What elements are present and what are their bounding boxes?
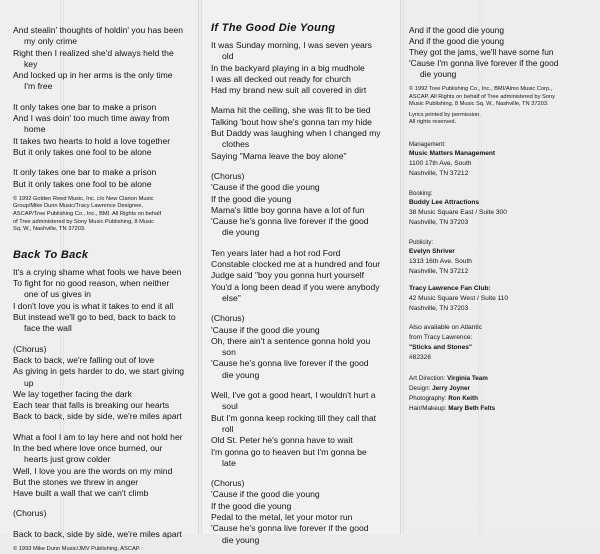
lyric-line: key [24,58,38,69]
lyric-line: Saying "Mama leave the boy alone" [211,150,347,161]
lyric-line: Right then I realized she'd always held the [13,47,174,58]
address-line: Nashville, TN 37212 [409,267,469,275]
lyric-line: die young [222,227,260,238]
fold-line [400,0,404,534]
lyric-line: And stealin' thoughts of holdin' you has been [13,25,184,35]
lyric-line: You'd a long been dead if you were anybody [211,281,380,292]
credit-line [409,394,597,404]
copyright-line: Music Publishing, 8 Music Sq. W., Nashville, TN 37203. [409,101,549,108]
fold-line [198,0,202,534]
booking-label: Booking: [409,190,433,197]
lyric-line: It's a crying shame what fools we have been [13,266,182,277]
lyric-line: I don't love you is what it takes to end it all [13,300,174,311]
lyric-line: And I was doin' too much time away from [13,113,170,124]
lyric-line: Old St. Peter he's gonna have to wait [211,435,353,446]
management-label: Management: [409,141,446,148]
copyright-notice [13,196,196,234]
catalog-number: #82326 [409,353,432,361]
lyrics-column-1 [13,25,196,554]
lyric-line: home [24,124,46,135]
publicity-label: Publicity: [409,239,434,246]
copyright-line: ASCAP/Tree Publishing Co., Inc., BMI. All Rights on behalf [13,211,162,218]
credit-name: Ron Keith [448,394,478,402]
lyric-line: As giving in gets harder to do, we start giving [13,366,185,377]
lyric-line: If the good die young [211,500,292,511]
lyric-line: 'Cause if the good die young [211,489,320,500]
lyric-line: Pedal to the metal, let your motor run [211,511,353,522]
lyric-line: 'Cause I'm gonna live forever if the good [409,58,559,68]
lyric-line: (Chorus) [13,508,47,519]
credits-column [409,25,597,414]
credit-role: Design: [409,384,431,392]
lyric-line: But instead we'll go to bed, back to back to [13,312,176,323]
publicity-block [409,239,597,277]
booking-block [409,190,597,228]
lyric-line: die young [222,369,260,380]
lyric-line: Well, I've got a good heart, I wouldn't hurt a [211,390,376,401]
lyric-line: Each tear that falls is breaking our hearts [13,400,170,411]
lyric-line: Constable clocked me at a hundred and four [211,259,381,270]
verse [13,267,196,335]
lyric-line: 'Cause he's gonna live forever if the good [211,216,369,227]
lyric-line: soul [222,401,238,412]
lyrics-column-2 [211,22,397,546]
lyric-line: Mama's little boy gonna have a lot of fun [211,204,365,215]
lyric-line: But the stones we threw in anger [13,476,139,487]
lyric-line: It was Sunday morning, I was seven years [211,40,372,50]
lyric-line: 'Cause he's gonna live forever if the good [211,523,369,534]
lyric-line: (Chorus) [13,343,47,354]
credit-line [409,374,597,384]
lyric-line: It takes two hearts to hold a love together [13,135,171,146]
lyric-line: In the backyard playing in a big mudhole [211,62,365,73]
lyric-line: die young [420,69,457,79]
lyric-line: 'Cause if the good die young [211,182,320,193]
credit-role: Hair/Makeup: [409,404,447,412]
credit-name: Mary Beth Felts [448,404,496,412]
copyright-line: ASCAP. All Rights on behalf of Tree administered by Sony [409,93,555,100]
chorus [211,313,397,381]
credit-line [409,404,597,414]
also-available-block [409,323,597,363]
lyric-line: And if the good die young [409,25,504,35]
verse [13,102,196,158]
lyric-line: Have built a wall that we can't climb [13,488,149,499]
lyric-line: Back to back, side by side, we're miles apart [13,411,182,422]
lyric-line: (Chorus) [211,170,245,181]
address-line: 1313 16th Ave. South [409,257,472,265]
address-line: Nashville, TN 37212 [409,169,469,177]
management-name: Music Matters Management [409,149,496,157]
address-line: 1100 17th Ave. South [409,159,472,167]
copyright-line: of Tree administered by Sony Music Publishing, 8 Music [13,218,154,225]
credit-role: Art Direction: [409,374,446,382]
credit-name: Virginia Team [447,374,488,382]
also-available-line: Also available on Atlantic [409,323,482,331]
lyric-line: Oh, there ain't a sentence gonna hold you [211,335,371,346]
permission-line: All rights reserved. [409,119,457,126]
lyric-line: 'Cause he's gonna live forever if the good [211,358,369,369]
lyric-line: What a fool I am to lay here and not hold her [13,431,183,442]
verse [13,25,196,93]
chorus [211,171,397,239]
lyric-line: To fight for no good reason, when neither [13,278,170,289]
lyric-line: hearts just grow colder [24,454,111,465]
lyric-line: But it only takes one fool to be alone [13,178,152,189]
lyric-line: In the bed where love once burned, our [13,442,163,453]
address-line: 38 Music Square East / Suite 300 [409,208,507,216]
copyright-line: © 1993 Mike Dunn Music/JMV Publishing, ASCAP. [13,546,141,553]
production-credits [409,374,597,414]
album-title: "Sticks and Stones" [409,343,473,351]
lyric-line: Had my brand new suit all covered in dirt [211,85,367,96]
lyric-line: my only crime [24,36,78,47]
lyric-line: 'Cause if the good die young [211,324,320,335]
lyric-line: It only takes one bar to make a prison [13,167,157,178]
lyric-line: son [222,347,236,358]
lyric-line: Back to back, side by side, we're miles apart [13,528,182,539]
management-block [409,141,597,179]
lyric-line: one of us gives in [24,289,91,300]
fan-club-name: Tracy Lawrence Fan Club: [409,284,491,292]
lyric-line: up [24,377,34,388]
lyric-line: late [222,457,236,468]
chorus [211,478,397,546]
credit-line [409,384,597,394]
booking-name: Buddy Lee Attractions [409,198,480,206]
lyric-line: roll [222,423,234,434]
song-title: Back To Back [13,248,89,261]
song-title: If The Good Die Young [211,22,336,34]
address-line: Nashville, TN 37203 [409,304,469,312]
lyric-line: I was all decked out ready for church [211,73,351,84]
lyric-line: (Chorus) [211,478,245,489]
verse [211,390,397,469]
credit-role: Photography: [409,394,447,402]
lyric-line: It only takes one bar to make a prison [13,101,157,112]
chorus [13,344,196,423]
lyric-line: Judge said "boy you gonna hurt yourself [211,270,365,281]
lyric-line: clothes [222,139,250,150]
verse [13,167,196,190]
lyric-line: Mama hit the ceiling, she was fit to be tied [211,105,371,116]
lyric-line: If the good die young [211,193,292,204]
lyric-line: Ten years later had a hot rod Ford [211,247,341,258]
verse [409,25,597,80]
verse [211,105,397,161]
lyric-line: (Chorus) [211,313,245,324]
copyright-line: Sq. W., Nashville, TN 37203. [13,226,86,233]
also-available-line: from Tracy Lawrence: [409,333,473,341]
lyric-line: I'm gonna go to heaven but I'm gonna be [211,446,367,457]
lyric-line: But Daddy was laughing when I changed my [211,128,381,139]
publicity-name: Evelyn Shriver [409,247,455,255]
lyric-line: Well, I love you are the words on my mind [13,465,173,476]
address-line: 42 Music Square West / Suite 110 [409,294,509,302]
verse [211,40,397,96]
lyric-line: face the wall [24,323,72,334]
lyric-line: They got the jams, we'll have some fun [409,47,554,57]
copyright-notice [409,86,597,109]
lyric-line: And if the good die young [409,36,504,46]
verse [211,248,397,304]
credit-name: Jerry Joyner [432,384,470,392]
lyric-line: old [222,51,234,62]
lyric-line: Talking 'bout how she's gonna tan my hide [211,116,372,127]
copyright-line: Group/Mike Dunn Music/Tracy Lawrence Designee, [13,203,144,210]
permission-line: Lyrics printed by permission. [409,111,481,118]
fan-club-block [409,284,597,314]
copyright-notice [13,546,196,554]
verse [13,432,196,500]
lyric-line: else" [222,292,241,303]
copyright-line: © 1992 Golden Reed Music, Inc. c/o New Clarion Music [13,195,154,202]
lyric-line: die young [222,534,260,545]
lyric-line: Back to back, we're falling out of love [13,354,155,365]
chorus [13,508,196,519]
lyric-line: And locked up in her arms is the only time [13,70,173,81]
lyric-line: But I'm gonna keep rocking till they call that [211,412,377,423]
address-line: Nashville, TN 37203 [409,218,469,226]
copyright-line: © 1992 Tree Publishing Co., Inc., BMI/Almo Music Corp., [409,86,553,92]
lyric-line: I'm free [24,81,53,92]
lyric-line: But it only takes one fool to be alone [13,146,152,157]
verse [13,529,196,540]
permission-notice [409,112,597,127]
lyric-line: We lay together facing the dark [13,388,132,399]
